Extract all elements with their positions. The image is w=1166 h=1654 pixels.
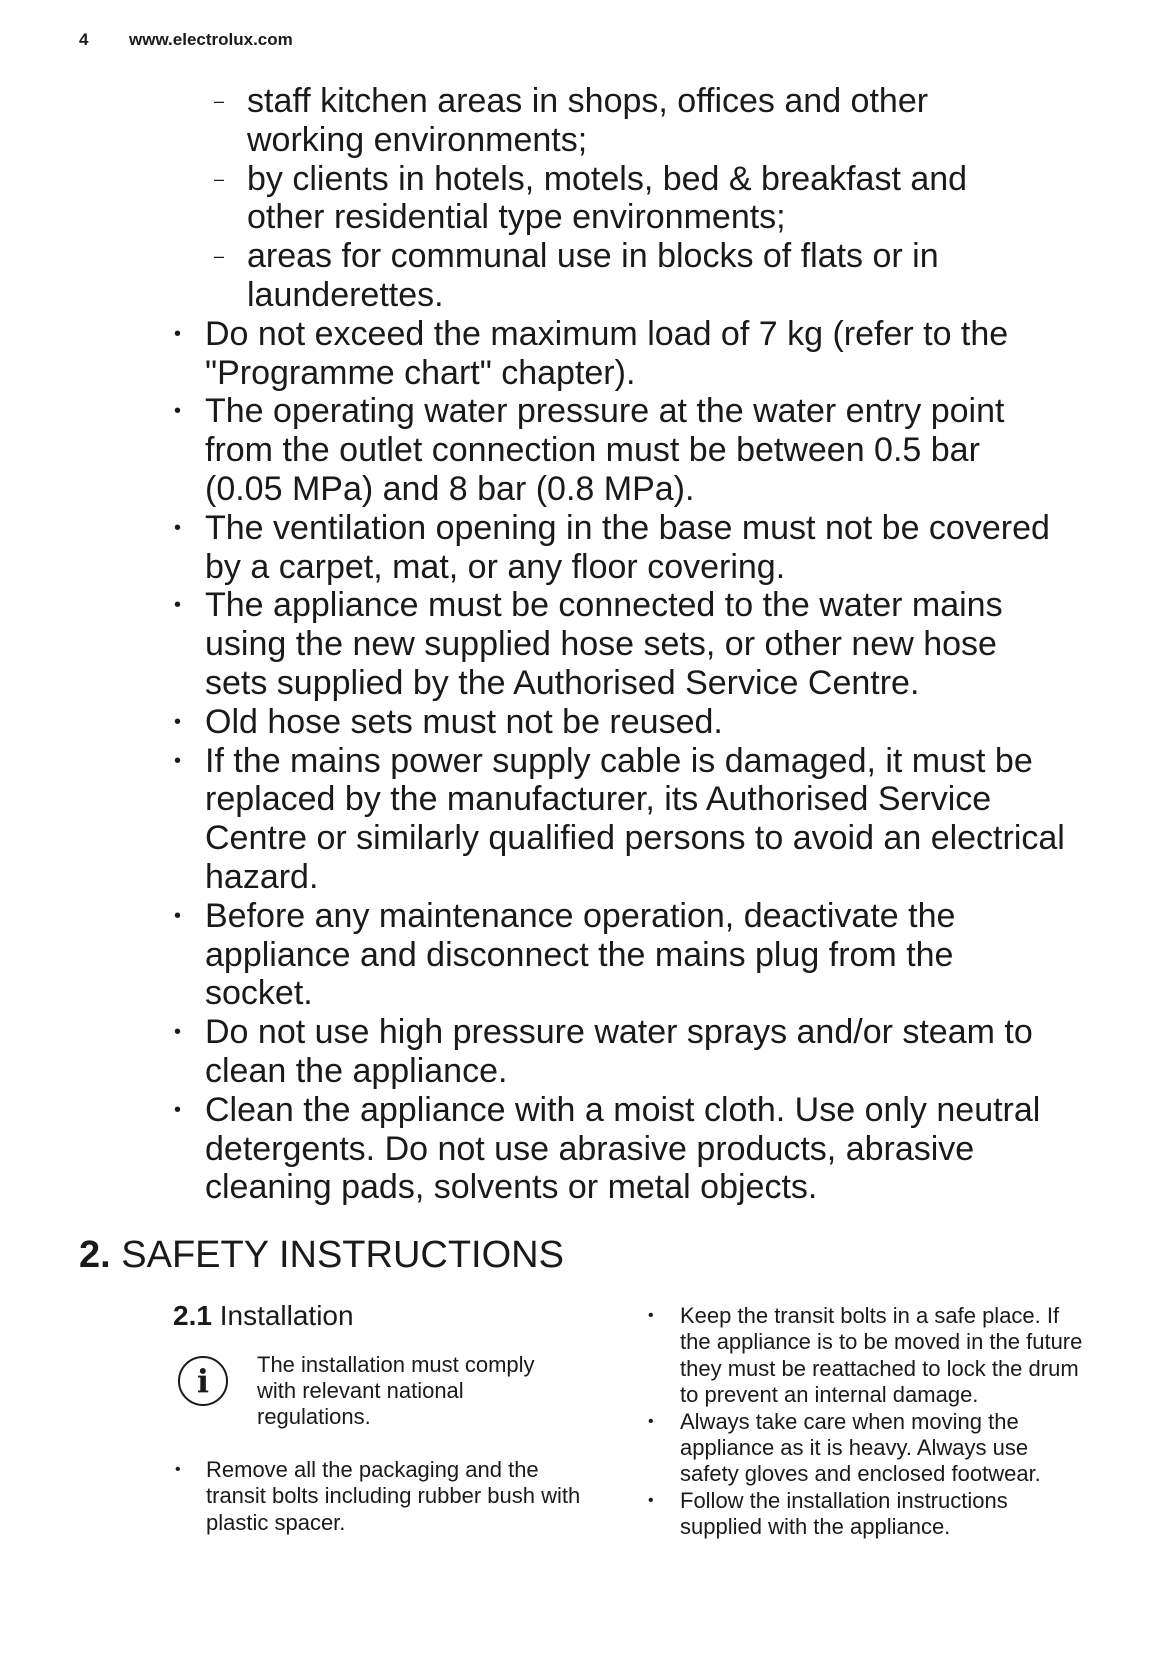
list-item-text: Always take care when moving the appliance as it is heavy. Always use safety gloves and enclosed footwear. bbox=[680, 1408, 1041, 1487]
bullet-marker: • bbox=[174, 710, 182, 733]
subsection-heading bbox=[173, 1300, 354, 1332]
list-item-text: The operating water pressure at the water entry point from the outlet connection must be between 0.5 bar (0.05 MPa) and 8 bar (0.8 MPa). bbox=[205, 392, 1005, 508]
dash-marker: – bbox=[214, 91, 225, 111]
installation-list-right bbox=[648, 1303, 1088, 1541]
website-url: www.electrolux.com bbox=[129, 30, 293, 49]
list-item-text: Clean the appliance with a moist cloth. Use only neutral detergents. Do not use abrasive products, abrasive cleaning pads, solvents or metal objects. bbox=[205, 1090, 1041, 1207]
bullet-marker: • bbox=[175, 1461, 181, 1478]
list-item-text: Do not exceed the maximum load of 7 kg (refer to the "Programme chart" chapter). bbox=[205, 314, 1009, 392]
page-number: 4 bbox=[79, 30, 89, 49]
page-header bbox=[79, 30, 293, 50]
list-item bbox=[0, 897, 1065, 1013]
list-item bbox=[0, 1091, 1065, 1207]
dash-marker: – bbox=[214, 246, 225, 267]
list-item bbox=[0, 82, 1007, 160]
list-item bbox=[648, 1409, 1088, 1488]
list-item bbox=[0, 509, 1065, 587]
list-item bbox=[0, 703, 1065, 742]
list-item-text: Remove all the packaging and the transit bolts including rubber bush with plastic spacer. bbox=[206, 1457, 581, 1535]
list-item bbox=[648, 1303, 1088, 1409]
list-item-text: by clients in hotels, motels, bed & breakfast and other residential type environments; bbox=[247, 159, 968, 237]
list-item-text: If the mains power supply cable is damaged, it must be replaced by the manufacturer, its Authorised Service Centre or similarly qualified persons to avoid an electrical hazard. bbox=[205, 741, 1065, 896]
list-item bbox=[648, 1488, 1088, 1541]
list-item-text: The appliance must be connected to the water mains using the new supplied hose sets, or other new hose sets supplied by the Authorised Service Centre. bbox=[205, 586, 1003, 702]
list-item-text: Keep the transit bolts in a safe place. If the appliance is to be moved in the future they must be reattached to lock the drum to prevent an internal damage. bbox=[680, 1303, 1083, 1408]
installation-list-left bbox=[173, 1457, 593, 1536]
info-note-text: The installation must comply with relevant national regulations. bbox=[257, 1352, 535, 1429]
bullet-marker: • bbox=[174, 1021, 182, 1044]
list-item bbox=[0, 237, 1007, 315]
list-item-text: Before any maintenance operation, deactivate the appliance and disconnect the mains plug from the socket. bbox=[205, 896, 956, 1013]
list-item bbox=[173, 1457, 593, 1536]
list-item-text: areas for communal use in blocks of flats or in launderettes. bbox=[247, 237, 939, 314]
list-item bbox=[0, 392, 1065, 508]
list-item-text: Old hose sets must not be reused. bbox=[205, 702, 723, 741]
usage-list bbox=[0, 82, 1166, 1207]
bullet-marker: • bbox=[174, 516, 182, 539]
bullet-marker: • bbox=[174, 322, 182, 345]
subsection-title: Installation bbox=[219, 1300, 354, 1331]
section-number: 2. bbox=[79, 1234, 111, 1276]
info-note bbox=[178, 1352, 578, 1432]
list-item-text: staff kitchen areas in shops, offices and other working environments; bbox=[247, 82, 929, 159]
section-title: SAFETY INSTRUCTIONS bbox=[121, 1234, 564, 1276]
list-item-text: Follow the installation instructions supplied with the appliance. bbox=[680, 1487, 1008, 1540]
subsection-number: 2.1 bbox=[173, 1300, 212, 1331]
bullet-marker: • bbox=[648, 1307, 654, 1324]
bullet-marker: • bbox=[174, 594, 182, 617]
list-item bbox=[0, 315, 1065, 393]
list-item-text: Do not use high pressure water sprays and/or steam to clean the appliance. bbox=[205, 1013, 1033, 1090]
list-item bbox=[0, 586, 1065, 702]
list-item bbox=[0, 160, 1007, 238]
list-item bbox=[0, 742, 1065, 897]
bullet-marker: • bbox=[174, 1098, 182, 1121]
bullet-marker: • bbox=[174, 749, 182, 772]
bullet-marker: • bbox=[174, 904, 182, 927]
list-item-text: The ventilation opening in the base must not be covered by a carpet, mat, or any floor covering. bbox=[205, 508, 1050, 586]
bullet-marker: • bbox=[174, 400, 182, 423]
dash-marker: – bbox=[214, 168, 225, 189]
bullet-marker: • bbox=[648, 1412, 654, 1430]
list-item bbox=[0, 1013, 1065, 1091]
section-heading bbox=[79, 1233, 564, 1277]
bullet-marker: • bbox=[648, 1491, 654, 1509]
info-icon: i bbox=[178, 1356, 228, 1406]
